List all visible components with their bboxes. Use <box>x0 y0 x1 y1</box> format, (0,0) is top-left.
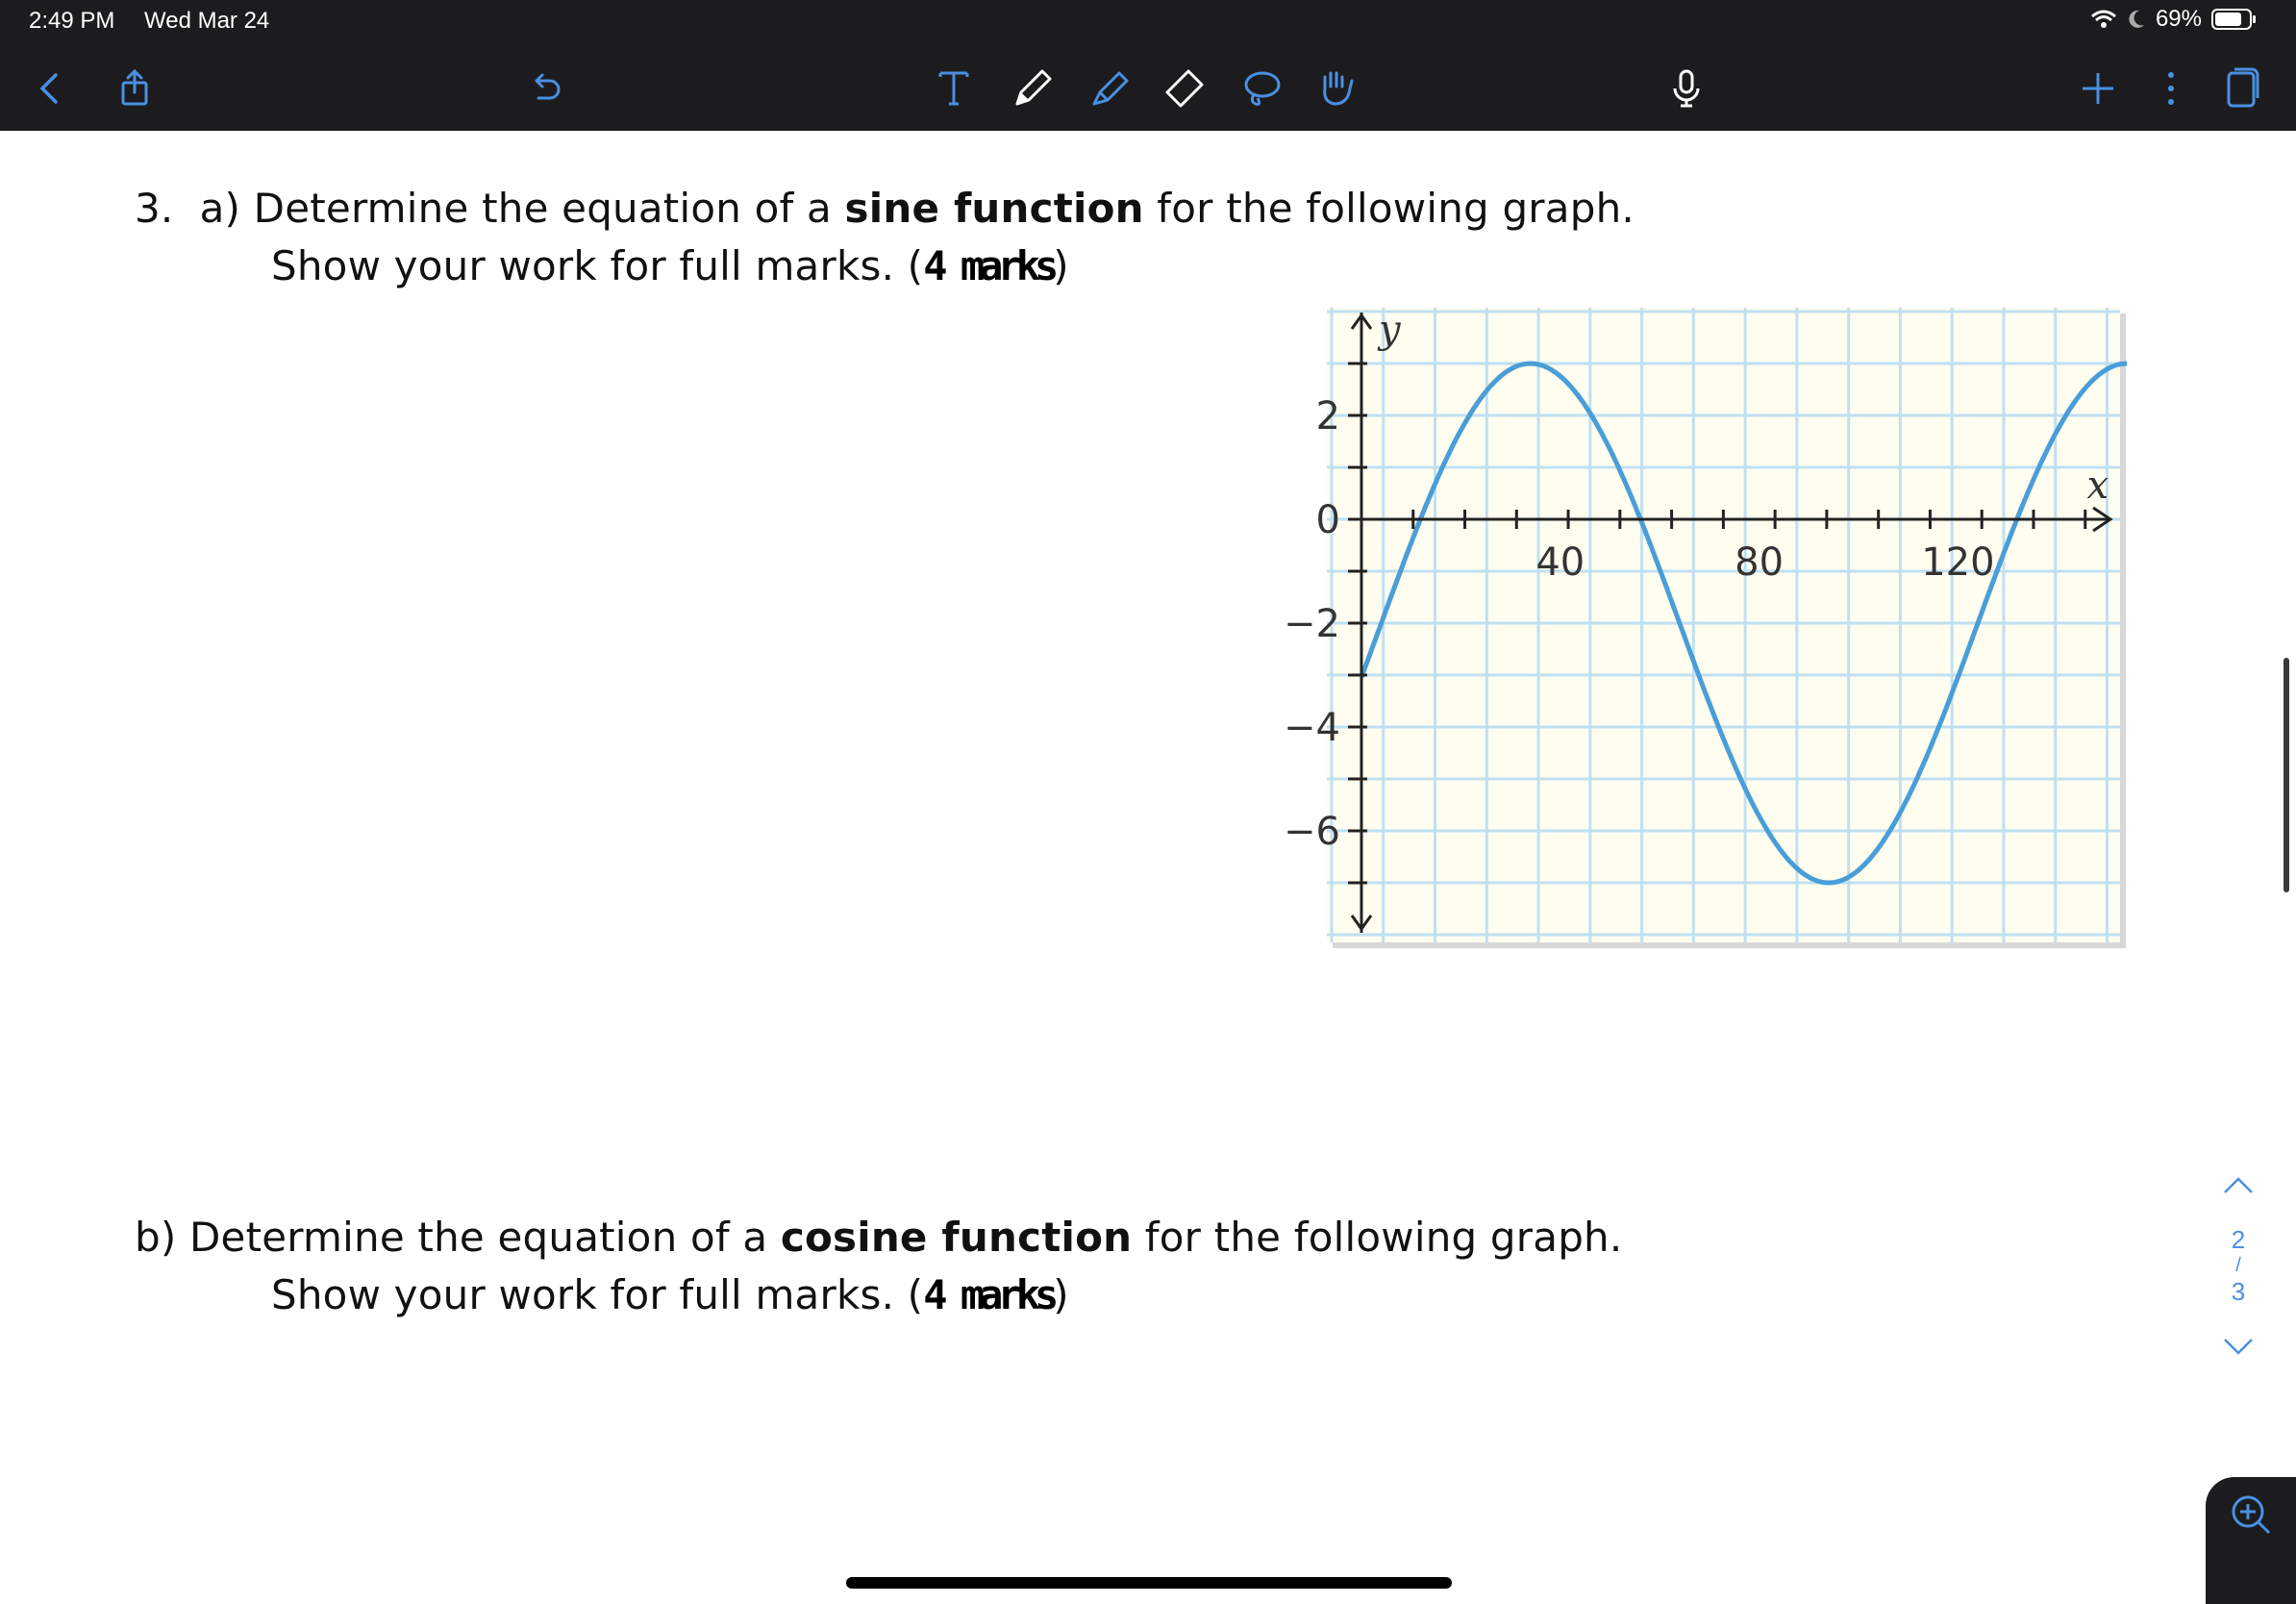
handwritten-marks: 4 marks <box>923 1271 1054 1318</box>
y-tick-label: 0 <box>1315 498 1340 542</box>
plot-background <box>1327 308 2120 942</box>
x-axis-label: x <box>2086 464 2109 508</box>
add-icon[interactable] <box>2069 60 2127 117</box>
y-tick-label: −4 <box>1284 706 1340 750</box>
battery-icon <box>2211 8 2258 31</box>
hand-icon[interactable] <box>1308 60 1365 117</box>
status-bar <box>0 0 2296 46</box>
x-tick-label: 80 <box>1734 540 1784 585</box>
y-axis-label: y <box>1379 308 1401 352</box>
home-indicator <box>846 1577 1452 1589</box>
more-icon[interactable] <box>2142 60 2200 117</box>
page-down-icon[interactable] <box>2221 1336 2256 1359</box>
status-right <box>2090 6 2258 33</box>
highlighter-icon[interactable] <box>1081 60 1138 117</box>
question-b-line1: b) Determine the equation of a cosine function for the following graph. <box>135 1214 1623 1261</box>
handwritten-marks: 4 marks <box>923 242 1054 289</box>
undo-icon[interactable] <box>515 60 573 117</box>
eraser-icon[interactable] <box>1156 60 1213 117</box>
page-navigator <box>2209 1173 2267 1404</box>
y-tick-label: 2 <box>1315 394 1340 439</box>
microphone-icon[interactable] <box>1658 60 1715 117</box>
share-icon[interactable] <box>106 60 163 117</box>
question-number: 3. <box>135 185 174 232</box>
y-tick-label: −6 <box>1284 810 1340 854</box>
y-tick-label: −2 <box>1284 602 1340 646</box>
battery-percent: 69% <box>2155 6 2202 32</box>
lasso-icon[interactable] <box>1233 60 1290 117</box>
zoom-button[interactable] <box>2206 1477 2296 1604</box>
question-a-line2: Show your work for full marks. (4 marks) <box>271 242 1069 289</box>
status-time: 2:49 PM <box>29 8 115 34</box>
question-a-line1: 3. a) Determine the equation of a sine function for the following graph. <box>135 185 1635 232</box>
x-tick-label: 120 <box>1921 540 1995 585</box>
pages-icon[interactable] <box>2211 60 2269 117</box>
page-up-icon[interactable] <box>2221 1173 2256 1196</box>
pen-icon[interactable] <box>1004 60 1061 117</box>
question-b-line2: Show your work for full marks. (4 marks) <box>271 1271 1069 1318</box>
page-separator: / <box>2235 1255 2241 1276</box>
status-date: Wed Mar 24 <box>144 8 270 34</box>
zoom-in-icon[interactable] <box>2225 1489 2279 1542</box>
toolbar <box>0 46 2296 131</box>
wifi-icon <box>2090 9 2117 30</box>
total-pages: 3 <box>2231 1277 2246 1306</box>
sine-graph <box>1221 296 2144 950</box>
current-page: 2 <box>2231 1225 2246 1254</box>
x-tick-label: 40 <box>1535 540 1585 585</box>
moon-icon <box>2127 9 2146 30</box>
back-icon[interactable] <box>21 60 79 117</box>
text-tool-icon[interactable] <box>925 60 983 117</box>
scrollbar-thumb[interactable] <box>2284 658 2289 892</box>
